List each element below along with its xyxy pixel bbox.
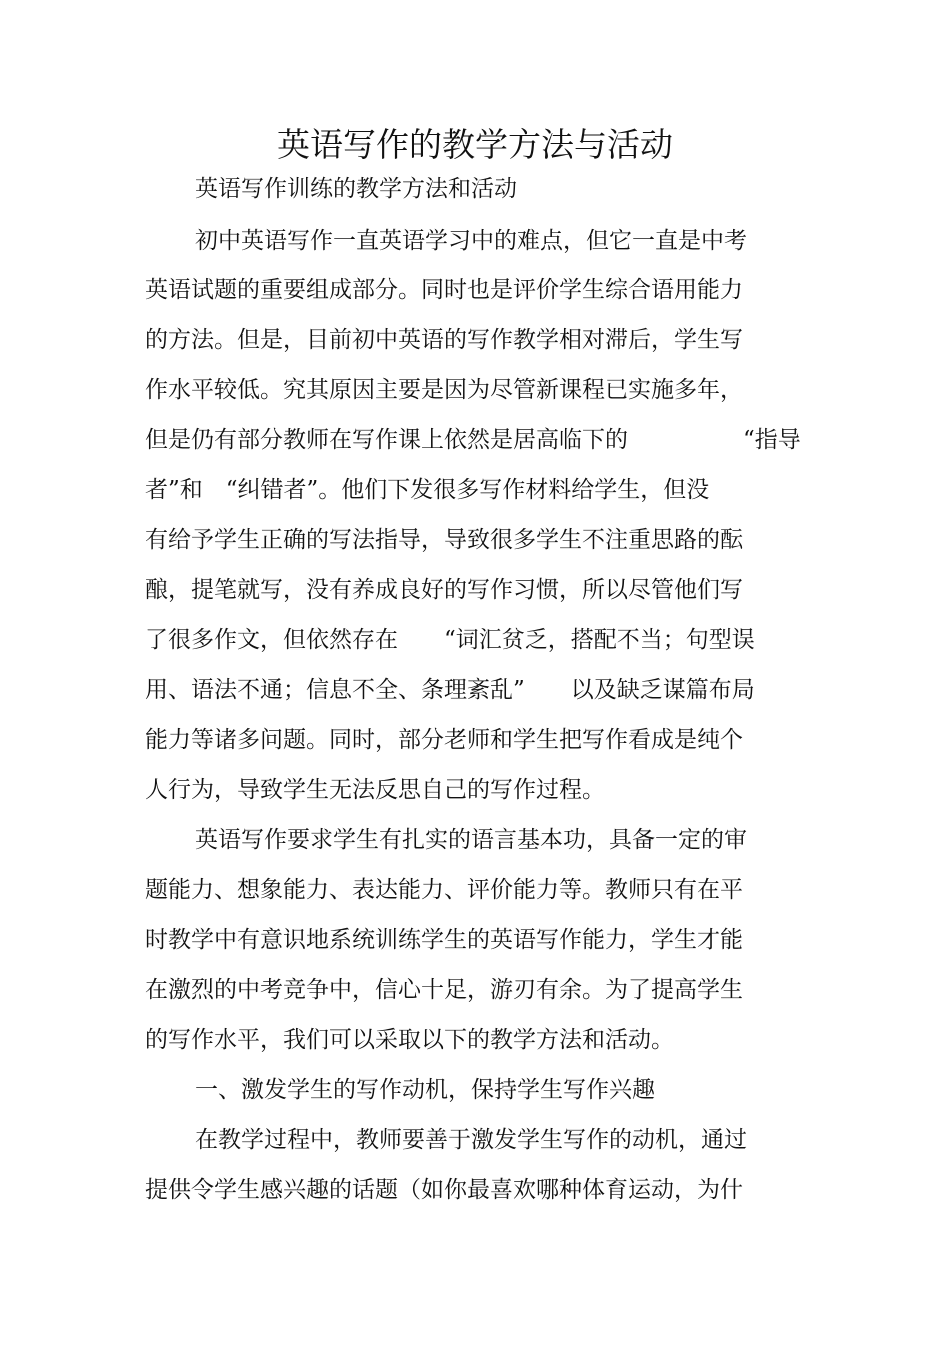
paragraph-line: 用、语法不通；信息不全、条理紊乱” 以及缺乏谋篇布局 (145, 677, 755, 703)
paragraph-line: 的方法。但是，目前初中英语的写作教学相对滞后，学生写 (145, 327, 743, 353)
section-heading: 一、激发学生的写作动机，保持学生写作兴趣 (195, 1077, 655, 1103)
paragraph-line: 酿，提笔就写，没有养成良好的写作习惯，所以尽管他们写 (145, 577, 743, 603)
paragraph-line: 在教学过程中，教师要善于激发学生写作的动机，通过 (195, 1127, 747, 1153)
paragraph-line: 能力等诸多问题。同时，部分老师和学生把写作看成是纯个 (145, 727, 743, 753)
paragraph-line: 了很多作文，但依然存在 “词汇贫乏，搭配不当；句型误 (145, 627, 755, 653)
paragraph-line: 初中英语写作一直英语学习中的难点，但它一直是中考 (195, 228, 747, 254)
paragraph-line: 但是仍有部分教师在写作课上依然是居高临下的 “指导 (145, 427, 801, 453)
paragraph-line: 者”和 “纠错者”。他们下发很多写作材料给学生，但没 (145, 477, 710, 503)
paragraph-line: 人行为，导致学生无法反思自己的写作过程。 (145, 777, 605, 803)
paragraph-line: 英语试题的重要组成部分。同时也是评价学生综合语用能力 (145, 277, 743, 303)
paragraph-line: 的写作水平，我们可以采取以下的教学方法和活动。 (145, 1027, 674, 1053)
paragraph-line: 英语写作要求学生有扎实的语言基本功，具备一定的审 (195, 827, 747, 853)
paragraph-line: 作水平较低。究其原因主要是因为尽管新课程已实施多年， (145, 377, 743, 403)
paragraph-line: 提供令学生感兴趣的话题（如你最喜欢哪种体育运动，为什 (145, 1177, 743, 1203)
document-title: 英语写作的教学方法与活动 (277, 125, 673, 164)
paragraph-line: 时教学中有意识地系统训练学生的英语写作能力，学生才能 (145, 927, 743, 953)
paragraph-line: 有给予学生正确的写法指导，导致很多学生不注重思路的酝 (145, 527, 743, 553)
document-subtitle: 英语写作训练的教学方法和活动 (195, 176, 517, 202)
paragraph-line: 在激烈的中考竞争中，信心十足，游刃有余。为了提高学生 (145, 977, 743, 1003)
paragraph-line: 题能力、想象能力、表达能力、评价能力等。教师只有在平 (145, 877, 743, 903)
